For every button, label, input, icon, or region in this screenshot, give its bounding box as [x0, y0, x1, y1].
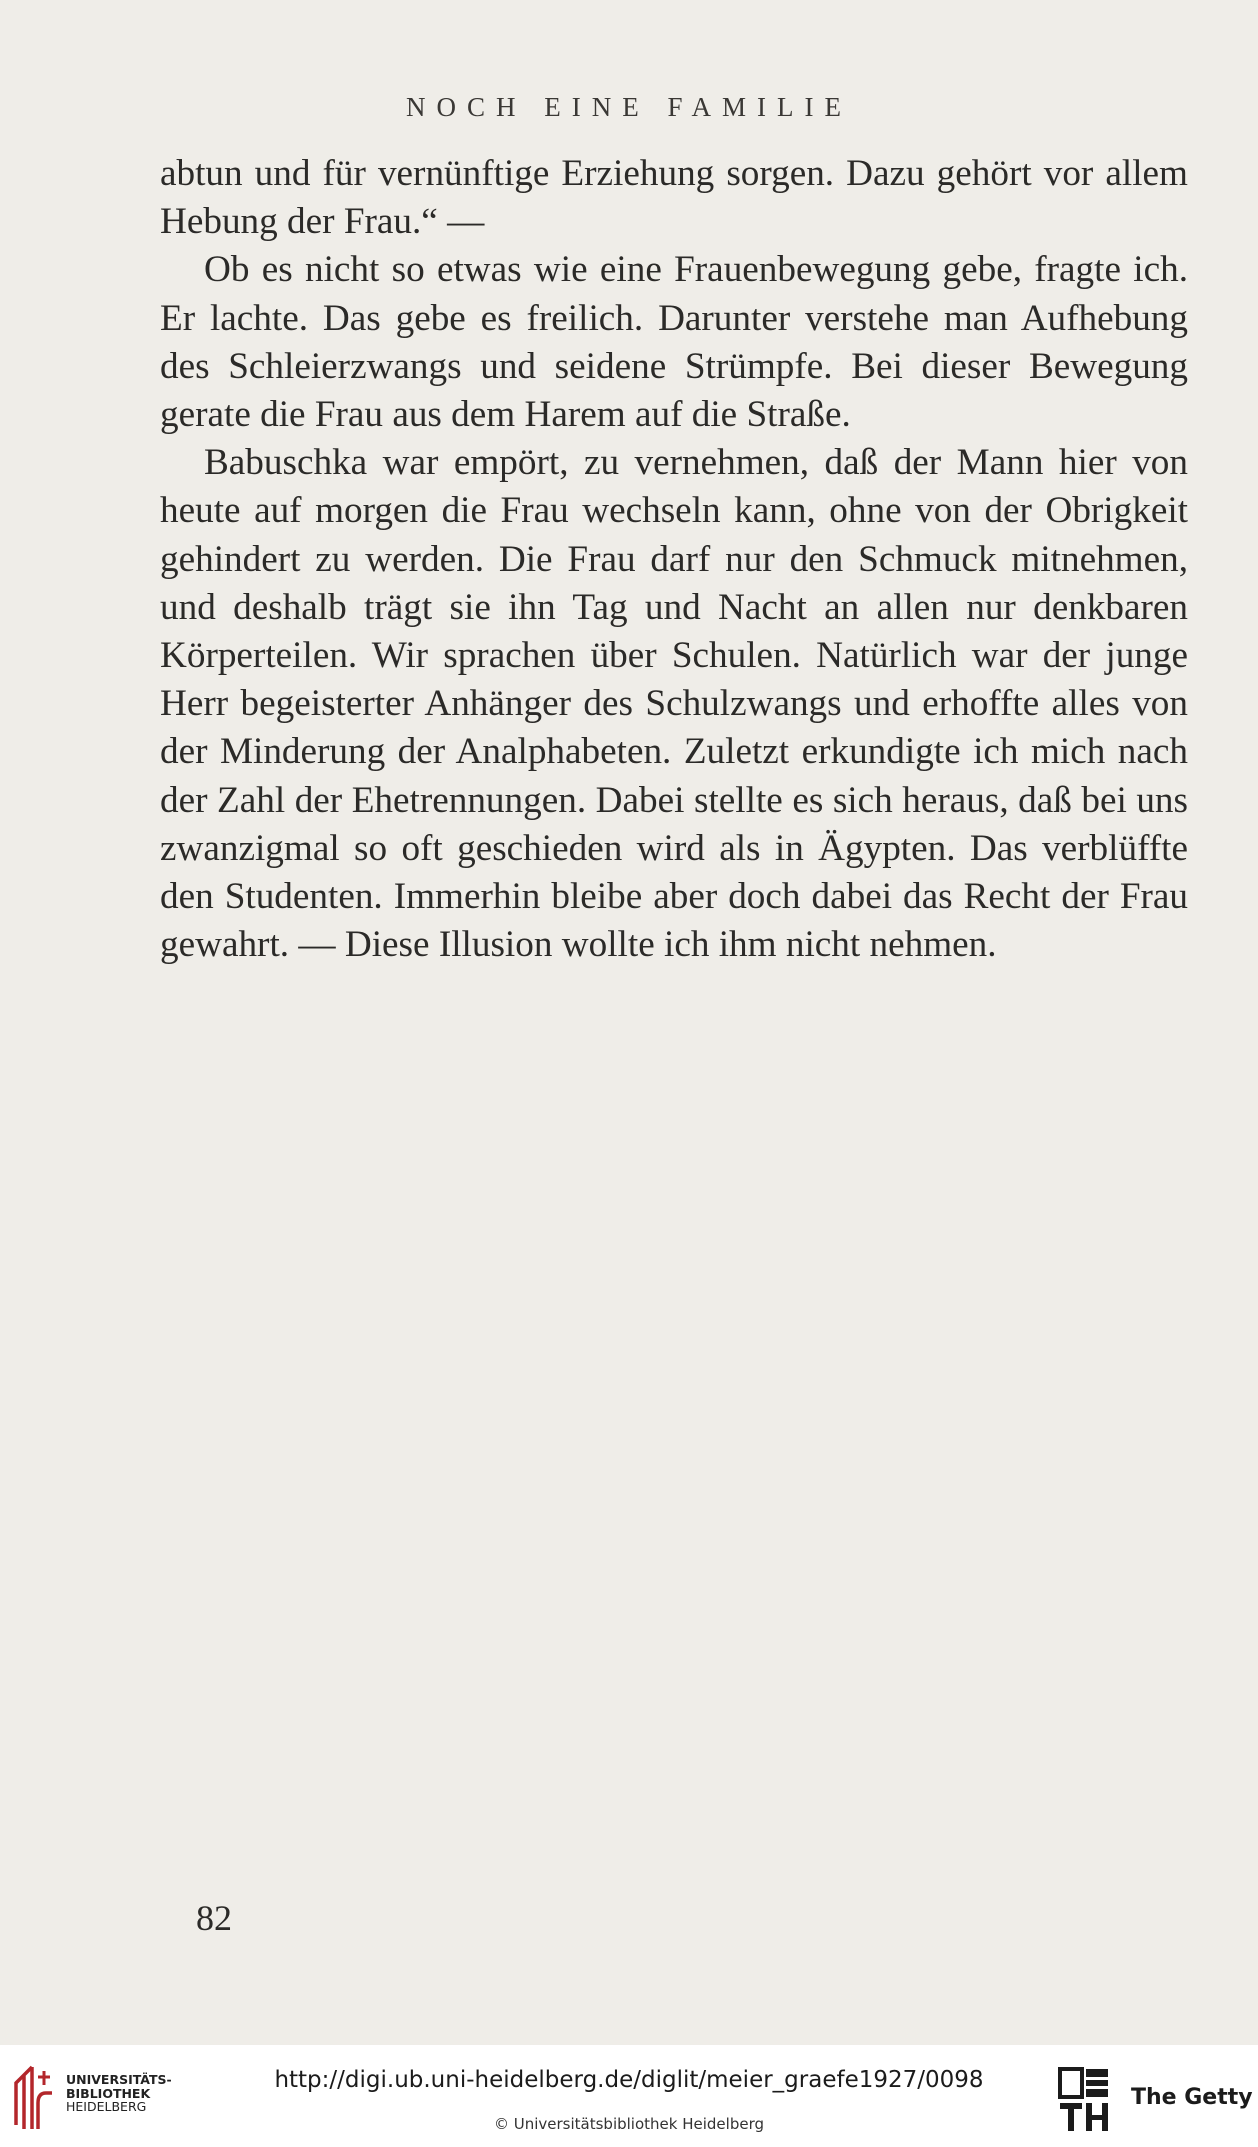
- paragraph: Babuschka war empört, zu vernehmen, daß der Mann hier von heute auf morgen die Frau wechseln kann, ohne von der Obrigkeit gehindert zu werden. Die Frau darf nur den Schmuck mitnehmen, und deshalb trägt sie ihn Tag und Nacht an allen nur denkbaren Körperteilen. Wir sprachen über Schulen. Natürlich war der junge Herr begeisterter Anhänger des Schulzwangs und erhoffte alles von der Minderung der Analphabeten. Zuletzt erkundigte ich mich nach der Zahl der Ehetrennungen. Dabei stellte es sich heraus, daß bei uns zwanzigmal so oft geschieden wird als in Ägypten. Das verblüffte den Studenten. Immerhin bleibe aber doch dabei das Recht der Frau gewahrt. — Diese Illusion wollte ich ihm nicht nehmen.: [160, 442, 1188, 966]
- getty-logo-icon[interactable]: [1058, 2067, 1110, 2133]
- library-name-line: BIBLIOTHEK: [66, 2085, 151, 2101]
- library-name-line: HEIDELBERG: [66, 2099, 147, 2114]
- page-number: 82: [196, 1898, 232, 1938]
- permalink-url[interactable]: http://digi.ub.uni-heidelberg.de/diglit/meier_graefe1927/0098: [274, 2067, 984, 2093]
- copyright-notice: © Universitätsbibliothek Heidelberg: [493, 2115, 764, 2133]
- digitization-footer: [0, 2045, 1258, 2147]
- paragraph: Ob es nicht so etwas wie eine Frauenbewegung gebe, fragte ich. Er lachte. Das gebe es freilich. Darunter verstehe man Aufhebung des Schleierzwangs und seidene Strümpfe. Bei dieser Bewegung gerate die Frau aus dem Harem auf die Straße.: [160, 249, 1188, 436]
- body-text: [160, 150, 1188, 969]
- paragraph: abtun und für vernünftige Erziehung sorgen. Dazu gehört vor allem Hebung der Frau.“ —: [160, 153, 1188, 243]
- getty-name: The Getty: [1131, 2085, 1253, 2110]
- library-name-line: UNIVERSITÄTS-: [66, 2072, 172, 2087]
- running-head: NOCH EINE FAMILIE: [406, 92, 852, 122]
